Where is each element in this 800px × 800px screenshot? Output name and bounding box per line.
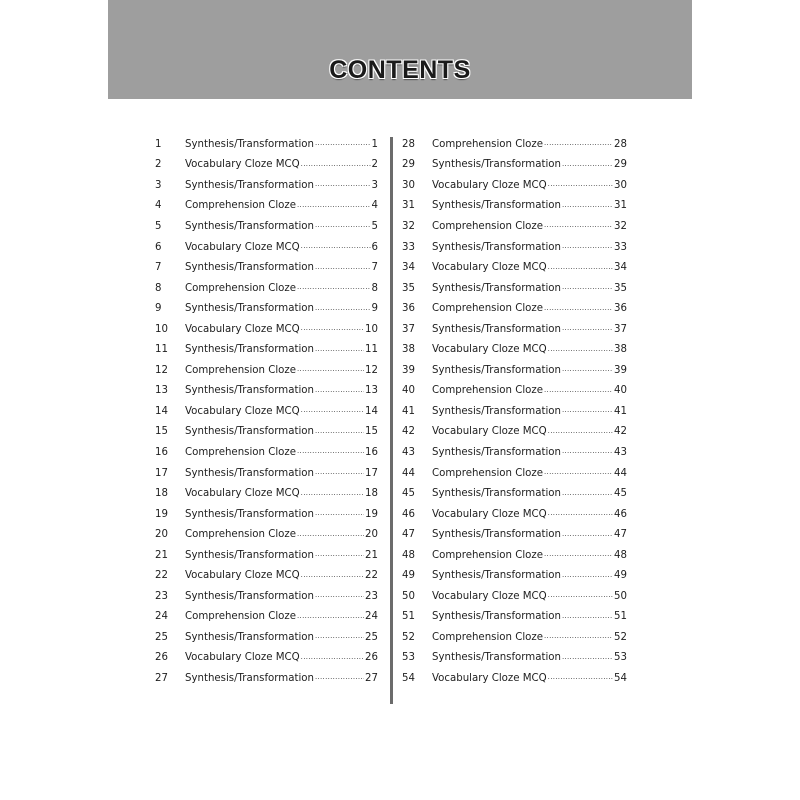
toc-entry-title: Vocabulary Cloze MCQ	[432, 344, 547, 356]
toc-dot-leader	[562, 163, 613, 173]
toc-dot-leader	[562, 204, 613, 214]
toc-entry-title: Synthesis/Transformation	[432, 611, 561, 623]
toc-entry-title: Vocabulary Cloze MCQ	[185, 570, 300, 582]
toc-dot-leader	[562, 450, 613, 460]
toc-entry-page: 20	[365, 529, 378, 541]
toc-entry-title: Synthesis/Transformation	[432, 282, 561, 294]
column-divider	[390, 137, 393, 704]
toc-entry-title: Vocabulary Cloze MCQ	[185, 652, 300, 664]
toc-entry-title: Comprehension Cloze	[432, 385, 544, 397]
toc-entry-page: 45	[614, 488, 627, 500]
toc-column-left	[155, 134, 378, 689]
toc-entry-number: 50	[402, 590, 415, 602]
toc-entry-number: 22	[155, 570, 168, 582]
toc-entry-number: 21	[155, 549, 168, 561]
toc-entry-page: 52	[614, 631, 627, 643]
toc-entry-page: 5	[371, 220, 378, 232]
toc-dot-leader	[297, 368, 364, 378]
toc-dot-leader	[297, 615, 364, 625]
toc-entry-page: 30	[614, 179, 627, 191]
toc-entry-number: 11	[155, 344, 168, 356]
toc-entry-page: 1	[371, 138, 378, 150]
toc-dot-leader	[544, 471, 613, 481]
toc-entry-page: 2	[371, 159, 378, 171]
toc-entry-page: 16	[365, 446, 378, 458]
toc-entry-number: 10	[155, 323, 168, 335]
toc-entry-page: 11	[365, 344, 378, 356]
toc-entry	[402, 155, 627, 176]
toc-entry	[155, 298, 378, 319]
toc-entry-title: Vocabulary Cloze MCQ	[432, 179, 547, 191]
toc-entry	[402, 381, 627, 402]
toc-entry-page: 10	[365, 323, 378, 335]
toc-entry-title: Synthesis/Transformation	[432, 488, 561, 500]
toc-entry-page: 32	[614, 220, 627, 232]
toc-entry-title: Comprehension Cloze	[432, 138, 544, 150]
toc-entry-page: 24	[365, 611, 378, 623]
toc-entry-title: Synthesis/Transformation	[185, 590, 314, 602]
toc-dot-leader	[301, 492, 364, 502]
toc-entry-number: 13	[155, 385, 168, 397]
toc-dot-leader	[548, 512, 613, 522]
toc-entry-number: 30	[402, 179, 415, 191]
toc-entry-page: 18	[365, 488, 378, 500]
toc-dot-leader	[548, 183, 613, 193]
toc-entry-number: 23	[155, 590, 168, 602]
toc-entry-title: Synthesis/Transformation	[185, 138, 314, 150]
toc-entry-number: 47	[402, 529, 415, 541]
toc-dot-leader	[562, 574, 613, 584]
toc-entry	[155, 257, 378, 278]
toc-dot-leader	[301, 409, 364, 419]
toc-dot-leader	[548, 348, 613, 358]
toc-entry	[155, 483, 378, 504]
toc-entry-number: 12	[155, 364, 168, 376]
toc-entry	[402, 319, 627, 340]
toc-dot-leader	[315, 553, 364, 563]
toc-entry-page: 53	[614, 652, 627, 664]
toc-entry-title: Synthesis/Transformation	[185, 303, 314, 315]
toc-entry-title: Comprehension Cloze	[432, 220, 544, 232]
toc-entry-number: 24	[155, 611, 168, 623]
toc-entry-number: 4	[155, 200, 162, 212]
toc-dot-leader	[315, 635, 364, 645]
toc-entry-number: 37	[402, 323, 415, 335]
toc-entry-number: 20	[155, 529, 168, 541]
toc-entry-page: 29	[614, 159, 627, 171]
toc-entry	[155, 278, 378, 299]
toc-entry	[155, 504, 378, 525]
toc-entry-page: 9	[371, 303, 378, 315]
toc-entry-page: 35	[614, 282, 627, 294]
toc-entry	[155, 545, 378, 566]
toc-entry	[155, 360, 378, 381]
toc-entry	[402, 298, 627, 319]
toc-entry-page: 26	[365, 652, 378, 664]
toc-entry-page: 40	[614, 385, 627, 397]
toc-entry-page: 54	[614, 672, 627, 684]
toc-entry	[155, 381, 378, 402]
toc-entry	[155, 422, 378, 443]
toc-dot-leader	[315, 430, 364, 440]
toc-entry-number: 16	[155, 446, 168, 458]
toc-entry-title: Synthesis/Transformation	[432, 200, 561, 212]
toc-entry-page: 44	[614, 467, 627, 479]
toc-entry-number: 29	[402, 159, 415, 171]
toc-entry	[402, 175, 627, 196]
toc-entry-number: 49	[402, 570, 415, 582]
toc-dot-leader	[297, 450, 364, 460]
toc-dot-leader	[315, 224, 371, 234]
toc-dot-leader	[562, 327, 613, 337]
toc-entry-page: 4	[371, 200, 378, 212]
toc-entry-number: 42	[402, 426, 415, 438]
toc-dot-leader	[301, 245, 371, 255]
toc-entry-page: 47	[614, 529, 627, 541]
toc-entry	[155, 607, 378, 628]
toc-entry-number: 3	[155, 179, 162, 191]
toc-entry	[402, 463, 627, 484]
toc-entry-number: 15	[155, 426, 168, 438]
toc-dot-leader	[315, 183, 371, 193]
toc-dot-leader	[562, 409, 613, 419]
toc-entry-page: 42	[614, 426, 627, 438]
toc-entry-title: Synthesis/Transformation	[432, 159, 561, 171]
toc-entry-number: 35	[402, 282, 415, 294]
toc-entry-page: 8	[371, 282, 378, 294]
toc-entry-title: Synthesis/Transformation	[185, 220, 314, 232]
toc-dot-leader	[562, 245, 613, 255]
toc-entry	[402, 586, 627, 607]
toc-entry-number: 7	[155, 262, 162, 274]
toc-entry-number: 34	[402, 262, 415, 274]
toc-entry-number: 5	[155, 220, 162, 232]
toc-entry-number: 2	[155, 159, 162, 171]
toc-entry-page: 28	[614, 138, 627, 150]
toc-entry-number: 17	[155, 467, 168, 479]
toc-entry	[402, 648, 627, 669]
toc-entry-page: 15	[365, 426, 378, 438]
toc-dot-leader	[315, 676, 364, 686]
toc-entry	[155, 319, 378, 340]
toc-dot-leader	[315, 266, 371, 276]
toc-entry	[155, 463, 378, 484]
toc-entry-number: 46	[402, 508, 415, 520]
toc-entry-title: Synthesis/Transformation	[185, 344, 314, 356]
toc-dot-leader	[301, 163, 371, 173]
toc-entry-page: 51	[614, 611, 627, 623]
toc-entry-page: 46	[614, 508, 627, 520]
toc-entry-page: 31	[614, 200, 627, 212]
toc-entry-page: 12	[365, 364, 378, 376]
toc-entry-number: 8	[155, 282, 162, 294]
toc-entry-title: Vocabulary Cloze MCQ	[185, 241, 300, 253]
toc-entry-title: Synthesis/Transformation	[185, 549, 314, 561]
toc-dot-leader	[315, 389, 364, 399]
toc-entry-page: 6	[371, 241, 378, 253]
toc-entry	[402, 607, 627, 628]
toc-entry	[402, 216, 627, 237]
toc-entry-page: 49	[614, 570, 627, 582]
toc-entry-number: 28	[402, 138, 415, 150]
toc-entry-page: 33	[614, 241, 627, 253]
toc-entry	[402, 565, 627, 586]
toc-dot-leader	[301, 656, 364, 666]
toc-entry-number: 48	[402, 549, 415, 561]
toc-entry-page: 48	[614, 549, 627, 561]
toc-entry-page: 21	[365, 549, 378, 561]
toc-dot-leader	[562, 368, 613, 378]
toc-entry-number: 18	[155, 488, 168, 500]
toc-entry-title: Vocabulary Cloze MCQ	[185, 488, 300, 500]
toc-entry-page: 27	[365, 672, 378, 684]
toc-dot-leader	[562, 656, 613, 666]
toc-entry-page: 14	[365, 405, 378, 417]
toc-dot-leader	[548, 594, 613, 604]
toc-entry-title: Comprehension Cloze	[185, 282, 297, 294]
toc-entry	[402, 627, 627, 648]
toc-entry-title: Synthesis/Transformation	[432, 652, 561, 664]
toc-entry-number: 43	[402, 446, 415, 458]
toc-entry	[155, 648, 378, 669]
toc-dot-leader	[562, 615, 613, 625]
toc-dot-leader	[544, 635, 613, 645]
toc-entry	[155, 565, 378, 586]
toc-dot-leader	[544, 307, 613, 317]
toc-entry-title: Vocabulary Cloze MCQ	[185, 159, 300, 171]
toc-entry-title: Synthesis/Transformation	[185, 179, 314, 191]
toc-entry-page: 50	[614, 590, 627, 602]
toc-entry	[402, 339, 627, 360]
toc-entry	[155, 196, 378, 217]
toc-entry-number: 14	[155, 405, 168, 417]
toc-entry-number: 31	[402, 200, 415, 212]
toc-entry-title: Synthesis/Transformation	[432, 570, 561, 582]
toc-entry-title: Vocabulary Cloze MCQ	[432, 590, 547, 602]
toc-entry-number: 27	[155, 672, 168, 684]
toc-entry-title: Synthesis/Transformation	[432, 241, 561, 253]
toc-entry	[402, 442, 627, 463]
toc-entry-number: 26	[155, 652, 168, 664]
toc-entry-title: Synthesis/Transformation	[185, 467, 314, 479]
toc-entry-title: Comprehension Cloze	[432, 549, 544, 561]
toc-entry-number: 45	[402, 488, 415, 500]
toc-dot-leader	[544, 553, 613, 563]
toc-entry-number: 38	[402, 344, 415, 356]
toc-entry-page: 22	[365, 570, 378, 582]
toc-entry-page: 36	[614, 303, 627, 315]
toc-entry	[402, 278, 627, 299]
toc-dot-leader	[315, 512, 364, 522]
toc-entry-title: Vocabulary Cloze MCQ	[185, 405, 300, 417]
toc-entry	[402, 422, 627, 443]
toc-entry-title: Synthesis/Transformation	[432, 446, 561, 458]
toc-entry-title: Comprehension Cloze	[185, 611, 297, 623]
toc-entry	[155, 401, 378, 422]
toc-entry-title: Comprehension Cloze	[432, 303, 544, 315]
toc-entry-page: 3	[371, 179, 378, 191]
toc-entry-number: 40	[402, 385, 415, 397]
toc-dot-leader	[315, 348, 364, 358]
toc-entry-page: 39	[614, 364, 627, 376]
toc-dot-leader	[297, 204, 371, 214]
toc-dot-leader	[548, 676, 613, 686]
toc-entry	[402, 237, 627, 258]
toc-entry	[402, 257, 627, 278]
toc-entry-title: Synthesis/Transformation	[432, 323, 561, 335]
toc-entry-number: 1	[155, 138, 162, 150]
toc-entry	[402, 401, 627, 422]
toc-entry	[155, 627, 378, 648]
toc-entry-number: 9	[155, 303, 162, 315]
toc-entry	[402, 196, 627, 217]
toc-entry-number: 53	[402, 652, 415, 664]
toc-column-right	[402, 134, 627, 689]
toc-entry-page: 41	[614, 405, 627, 417]
toc-dot-leader	[315, 594, 364, 604]
toc-entry-title: Vocabulary Cloze MCQ	[432, 262, 547, 274]
toc-entry	[155, 668, 378, 689]
toc-entry	[155, 442, 378, 463]
toc-entry-page: 34	[614, 262, 627, 274]
toc-entry-number: 39	[402, 364, 415, 376]
toc-entry-page: 25	[365, 631, 378, 643]
toc-entry-title: Synthesis/Transformation	[432, 529, 561, 541]
toc-dot-leader	[297, 533, 364, 543]
toc-entry-number: 41	[402, 405, 415, 417]
toc-entry-title: Synthesis/Transformation	[432, 364, 561, 376]
toc-dot-leader	[315, 307, 371, 317]
toc-entry	[402, 360, 627, 381]
toc-entry-page: 7	[371, 262, 378, 274]
toc-entry	[402, 483, 627, 504]
toc-entry-page: 38	[614, 344, 627, 356]
toc-entry-title: Synthesis/Transformation	[185, 426, 314, 438]
toc-dot-leader	[301, 327, 364, 337]
toc-entry	[155, 155, 378, 176]
toc-dot-leader	[544, 389, 613, 399]
toc-entry-page: 17	[365, 467, 378, 479]
toc-entry	[402, 545, 627, 566]
toc-entry-number: 36	[402, 303, 415, 315]
toc-entry-title: Vocabulary Cloze MCQ	[185, 323, 300, 335]
toc-entry-title: Synthesis/Transformation	[432, 405, 561, 417]
toc-entry-title: Vocabulary Cloze MCQ	[432, 672, 547, 684]
toc-dot-leader	[544, 142, 613, 152]
toc-dot-leader	[562, 286, 613, 296]
toc-entry	[402, 668, 627, 689]
toc-entry-title: Comprehension Cloze	[185, 529, 297, 541]
toc-entry-page: 23	[365, 590, 378, 602]
toc-entry-title: Vocabulary Cloze MCQ	[432, 508, 547, 520]
toc-dot-leader	[544, 224, 613, 234]
toc-entry	[402, 524, 627, 545]
toc-entry-title: Synthesis/Transformation	[185, 672, 314, 684]
toc-entry-title: Synthesis/Transformation	[185, 508, 314, 520]
toc-entry-page: 19	[365, 508, 378, 520]
toc-entry-number: 32	[402, 220, 415, 232]
toc-entry	[155, 134, 378, 155]
toc-entry-title: Synthesis/Transformation	[185, 385, 314, 397]
toc-entry	[155, 524, 378, 545]
document-page	[108, 0, 692, 800]
toc-entry	[155, 339, 378, 360]
toc-dot-leader	[562, 492, 613, 502]
toc-entry-number: 25	[155, 631, 168, 643]
toc-entry-number: 54	[402, 672, 415, 684]
toc-entry-number: 33	[402, 241, 415, 253]
toc-entry-page: 13	[365, 385, 378, 397]
toc-entry-title: Comprehension Cloze	[185, 200, 297, 212]
toc-entry	[155, 237, 378, 258]
toc-entry	[155, 216, 378, 237]
toc-dot-leader	[562, 533, 613, 543]
toc-entry-number: 19	[155, 508, 168, 520]
toc-dot-leader	[548, 266, 613, 276]
toc-entry-title: Synthesis/Transformation	[185, 262, 314, 274]
toc-entry-title: Synthesis/Transformation	[185, 631, 314, 643]
toc-dot-leader	[315, 471, 364, 481]
toc-entry-number: 51	[402, 611, 415, 623]
toc-entry-title: Comprehension Cloze	[432, 467, 544, 479]
toc-entry-page: 37	[614, 323, 627, 335]
toc-entry-number: 6	[155, 241, 162, 253]
toc-dot-leader	[548, 430, 613, 440]
toc-dot-leader	[315, 142, 371, 152]
toc-entry-page: 43	[614, 446, 627, 458]
toc-entry-number: 52	[402, 631, 415, 643]
toc-entry-title: Comprehension Cloze	[432, 631, 544, 643]
toc-dot-leader	[297, 286, 371, 296]
toc-entry-title: Comprehension Cloze	[185, 364, 297, 376]
toc-entry-title: Vocabulary Cloze MCQ	[432, 426, 547, 438]
page-title: CONTENTS	[329, 56, 471, 84]
toc-entry	[402, 134, 627, 155]
toc-entry	[155, 175, 378, 196]
toc-entry-title: Comprehension Cloze	[185, 446, 297, 458]
toc-dot-leader	[301, 574, 364, 584]
toc-entry	[402, 504, 627, 525]
toc-entry	[155, 586, 378, 607]
toc-entry-number: 44	[402, 467, 415, 479]
